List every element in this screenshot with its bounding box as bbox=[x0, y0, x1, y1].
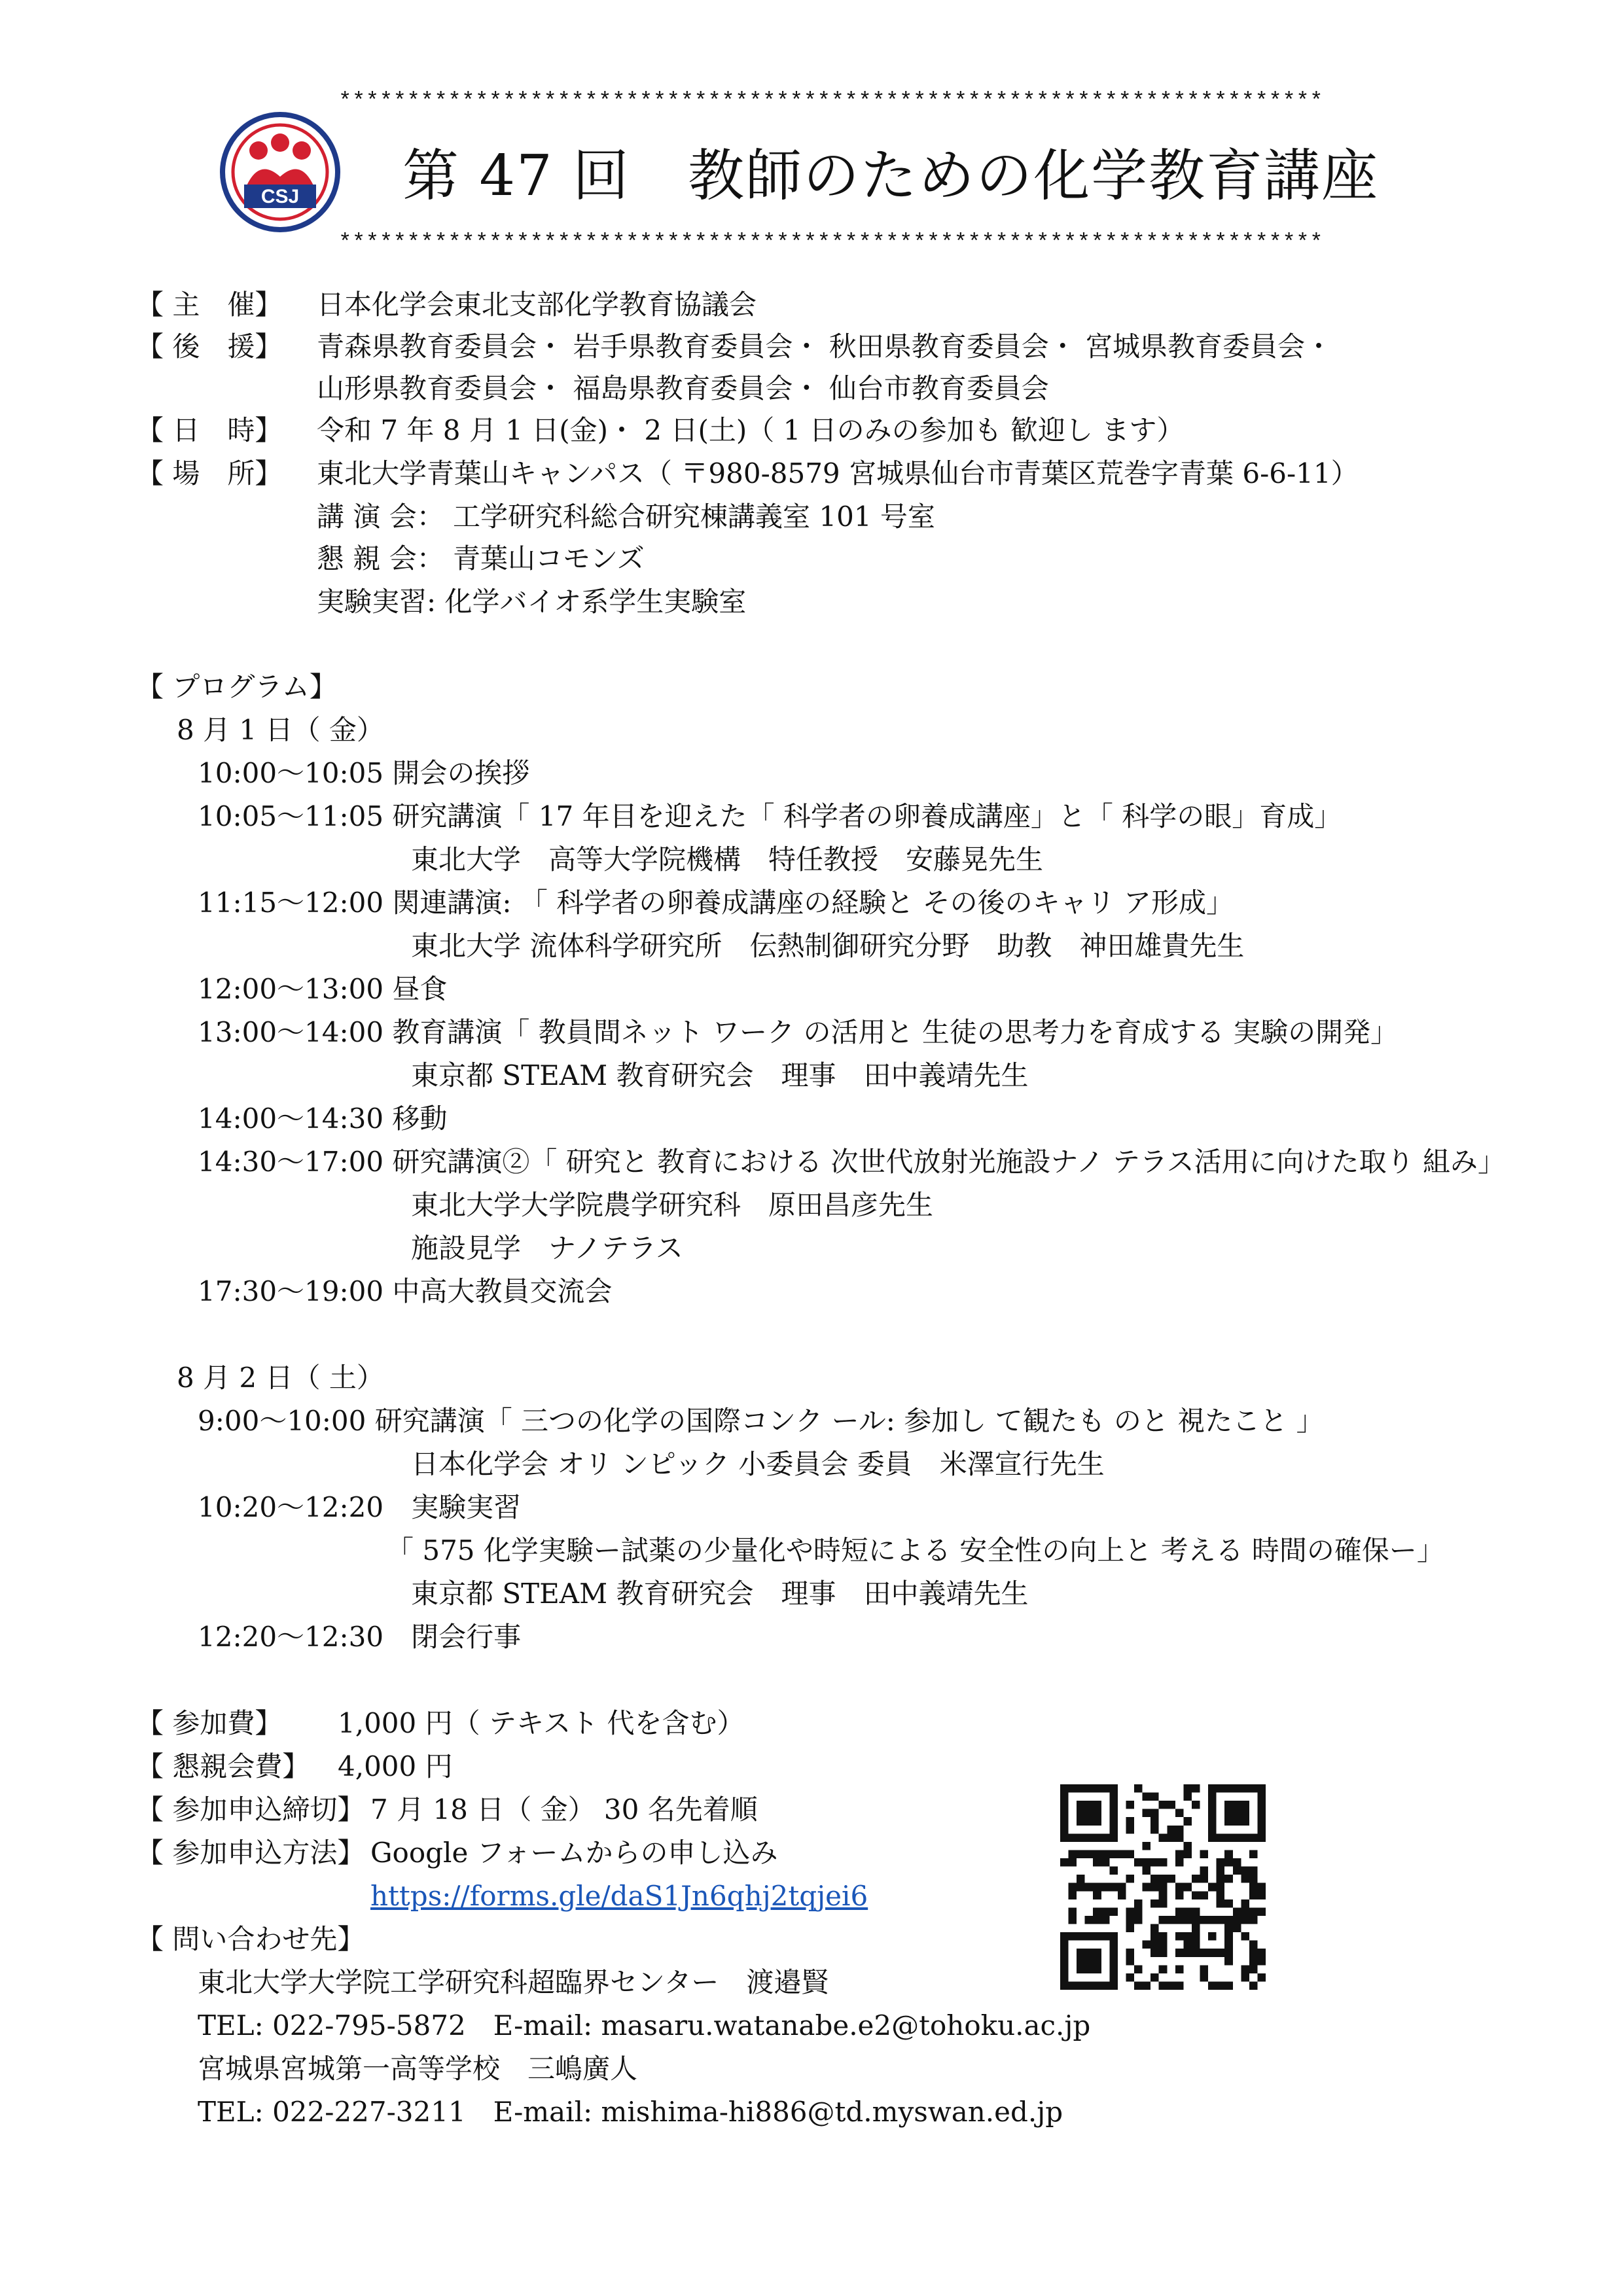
method-label: 【 参加申込方法】 bbox=[136, 1837, 365, 1869]
contact-2: 宮城県宮城第一高等学校 三嶋廣人 bbox=[198, 2053, 638, 2085]
day1-row: 13:00～14:00 教育講演「 教員間ネット ワーク の活用と 生徒の思考力を育成する 実験の開発」 bbox=[198, 1016, 1399, 1048]
venue-lab: 実験実習: 化学バイオ系学生実験室 bbox=[317, 586, 747, 618]
day1-row: 12:00～13:00 昼食 bbox=[198, 973, 448, 1005]
day2-row: 12:20～12:30 閉会行事 bbox=[198, 1621, 522, 1653]
logo-text: CSJ bbox=[260, 186, 300, 207]
contact-1-tel: TEL: 022-795-5872 E-mail: masaru.watanabe.e2@tohoku.ac.jp bbox=[198, 2009, 1091, 2041]
contact-label: 【 問い合わせ先】 bbox=[136, 1923, 365, 1955]
organizer-label: 【 主 催】 bbox=[136, 289, 283, 321]
deadline: 7 月 18 日（ 金） 30 名先着順 bbox=[370, 1793, 758, 1826]
fee-label: 【 参加費】 bbox=[136, 1707, 283, 1739]
day1-row: 東北大学 高等大学院機構 特任教授 安藤晃先生 bbox=[411, 843, 1044, 875]
day2-row: 東京都 STEAM 教育研究会 理事 田中義靖先生 bbox=[411, 1578, 1029, 1610]
day1-row: 14:00～14:30 移動 bbox=[198, 1103, 448, 1135]
place-label: 【 場 所】 bbox=[136, 457, 283, 489]
day2-row: 「 575 化学実験ー試薬の少量化や時短による 安全性の向上と 考える 時間の確保ー」 bbox=[386, 1534, 1444, 1566]
qr-code[interactable] bbox=[1060, 1784, 1266, 1990]
day1-row: 14:30～17:00 研究講演②「 研究と 教育における 次世代放射光施設ナノ テラス活用に向けた取り 組み」 bbox=[198, 1146, 1505, 1178]
date: 令和 7 年 8 月 1 日(金)・ 2 日(土)（ 1 日のみの参加も 歓迎し ます） bbox=[317, 414, 1185, 446]
day1-row: 10:00～10:05 開会の挨拶 bbox=[198, 757, 530, 789]
support-line-2: 山形県教育委員会・ 福島県教育委員会・ 仙台市教育委員会 bbox=[317, 372, 1049, 404]
registration-link[interactable]: https://forms.gle/daS1Jn6qhj2tqjei6 bbox=[370, 1880, 868, 1912]
organizer: 日本化学会東北支部化学教育協議会 bbox=[317, 289, 757, 321]
day1-row: 東北大学大学院農学研究科 原田昌彦先生 bbox=[411, 1189, 934, 1221]
page-title: 第 47 回 教師のための化学教育講座 bbox=[402, 143, 1380, 209]
venue-lecture: 講 演 会： 工学研究科総合研究棟講義室 101 号室 bbox=[317, 501, 935, 533]
csj-logo bbox=[219, 111, 341, 233]
bottom-star-rule: ************************************************************************ bbox=[338, 231, 1324, 256]
day1-heading: 8 月 1 日（ 金） bbox=[177, 714, 384, 746]
day1-row: 東京都 STEAM 教育研究会 理事 田中義靖先生 bbox=[411, 1059, 1029, 1091]
day1-row: 施設見学 ナノテラス bbox=[411, 1232, 683, 1264]
party-fee: 4,000 円 bbox=[338, 1750, 453, 1782]
day1-row: 11:15～12:00 関連講演: 「 科学者の卵養成講座の経験と その後のキャリ ア形成」 bbox=[198, 887, 1234, 919]
venue-social: 懇 親 会： 青葉山コモンズ bbox=[317, 542, 645, 574]
top-star-rule: ************************************************************************ bbox=[338, 90, 1324, 115]
program-label: 【 プログラム】 bbox=[136, 671, 337, 703]
place: 東北大学青葉山キャンパス（ 〒980-8579 宮城県仙台市青葉区荒巻字青葉 6-6-11） bbox=[317, 457, 1359, 489]
day2-heading: 8 月 2 日（ 土） bbox=[177, 1362, 384, 1394]
fee: 1,000 円（ テキスト 代を含む） bbox=[338, 1707, 745, 1739]
day1-row: 17:30～19:00 中高大教員交流会 bbox=[198, 1275, 613, 1307]
deadline-label: 【 参加申込締切】 bbox=[136, 1793, 365, 1826]
day2-row: 10:20～12:20 実験実習 bbox=[198, 1491, 522, 1523]
day2-row: 日本化学会 オリ ンピック 小委員会 委員 米澤宣行先生 bbox=[411, 1448, 1105, 1480]
day1-row: 10:05～11:05 研究講演「 17 年目を迎えた「 科学者の卵養成講座」と「 科学の眼」育成」 bbox=[198, 800, 1342, 832]
support-label: 【 後 援】 bbox=[136, 330, 283, 362]
day1-row: 東北大学 流体科学研究所 伝熱制御研究分野 助教 神田雄貴先生 bbox=[411, 930, 1245, 962]
contact-1: 東北大学大学院工学研究科超臨界センター 渡邉賢 bbox=[198, 1966, 829, 1998]
party-fee-label: 【 懇親会費】 bbox=[136, 1750, 310, 1782]
support-line-1: 青森県教育委員会・ 岩手県教育委員会・ 秋田県教育委員会・ 宮城県教育委員会・ bbox=[317, 330, 1333, 362]
date-label: 【 日 時】 bbox=[136, 414, 283, 446]
day2-row: 9:00～10:00 研究講演「 三つの化学の国際コンク ール: 参加し て観たも のと 視たこと 」 bbox=[198, 1405, 1324, 1437]
method: Google フォームからの申し込み bbox=[370, 1837, 778, 1869]
contact-2-tel: TEL: 022-227-3211 E-mail: mishima-hi886@td.myswan.ed.jp bbox=[198, 2096, 1063, 2128]
